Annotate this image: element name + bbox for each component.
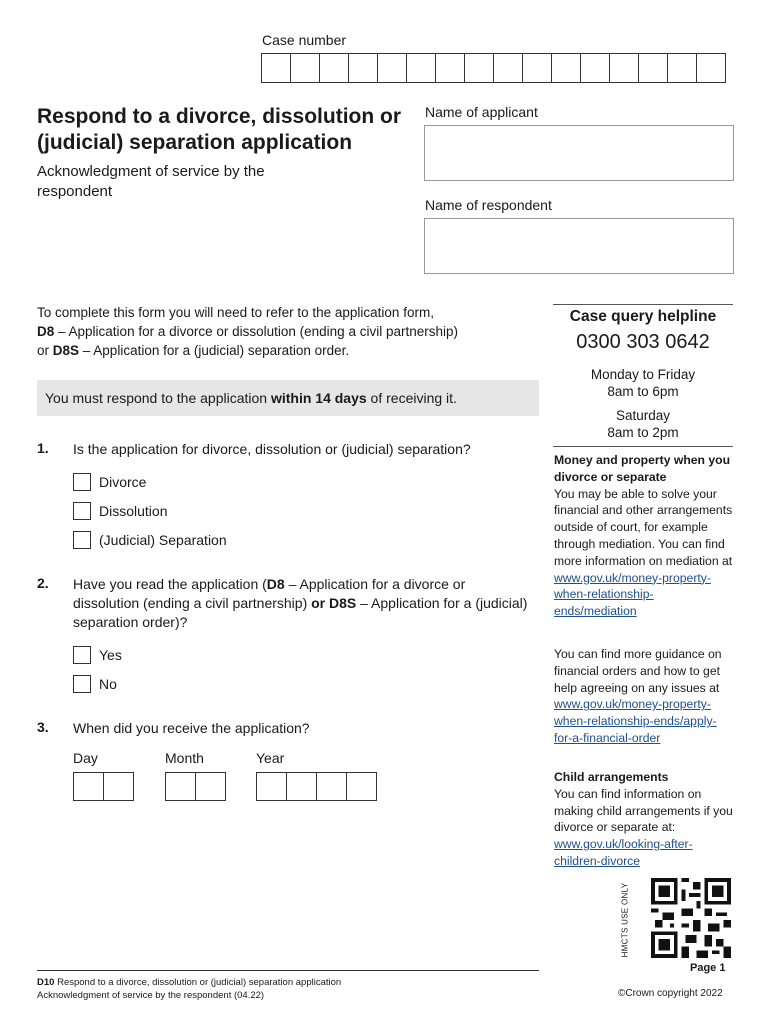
respondent-name-label: Name of respondent	[425, 197, 552, 213]
child-arrangements-heading: Child arrangements	[554, 770, 669, 784]
day-label: Day	[73, 750, 98, 766]
case-number-digit-box[interactable]	[465, 54, 494, 82]
helpline-title: Case query helpline	[569, 308, 717, 325]
weekday-label: Monday to Friday	[590, 367, 696, 382]
question-3-number: 3.	[37, 719, 49, 735]
separation-label: (Judicial) Separation	[99, 532, 227, 548]
q2-text-b: – Application for a divorce or dissolution (ending a civil partnership)	[73, 576, 466, 611]
case-number-label: Case number	[262, 32, 347, 48]
case-number-digit-box[interactable]	[552, 54, 581, 82]
case-number-digit-box[interactable]	[378, 54, 407, 82]
date-day-group	[73, 750, 134, 801]
case-number-digit-box[interactable]	[523, 54, 552, 82]
intro-d8-code: D8	[37, 324, 55, 339]
option-no[interactable]	[73, 675, 117, 693]
option-dissolution[interactable]	[73, 502, 167, 520]
child-arrangements-link[interactable]: www.gov.uk/looking-after-children-divorce	[554, 837, 693, 868]
question-2-number: 2.	[37, 575, 49, 591]
saturday-hours: 8am to 2pm	[607, 425, 679, 440]
case-number-digit-box[interactable]	[349, 54, 378, 82]
saturday-label: Saturday	[615, 408, 671, 423]
month-label: Month	[165, 750, 204, 766]
intro-or: or	[37, 343, 53, 358]
sidebar-mid-rule	[553, 446, 733, 447]
question-3-text: When did you receive the application?	[73, 720, 310, 736]
money-property-heading: Money and property when you divorce or separate	[554, 453, 731, 484]
case-number-digit-box[interactable]	[494, 54, 523, 82]
case-number-digit-box[interactable]	[262, 54, 291, 82]
financial-guidance-section	[554, 646, 734, 747]
qr-code-icon	[650, 878, 732, 958]
applicant-name-label: Name of applicant	[425, 104, 538, 120]
money-property-text: You may be able to solve your financial and other arrangements outside of court, for example through mediation. You can find more information on mediation at	[554, 486, 733, 568]
q2-code-d8s: or D8S	[311, 595, 357, 611]
form-subtitle: Acknowledgment of service by the respondent	[37, 163, 265, 200]
question-1-number: 1.	[37, 440, 49, 456]
dissolution-label: Dissolution	[99, 503, 168, 519]
hmcts-use-only-label	[613, 880, 637, 960]
applicant-name-field[interactable]	[424, 125, 734, 181]
notice-emphasis: within 14 days	[270, 390, 367, 406]
intro-text	[37, 303, 537, 360]
year-input[interactable]	[256, 772, 377, 801]
divorce-checkbox[interactable]	[73, 473, 91, 491]
yes-checkbox[interactable]	[73, 646, 91, 664]
dissolution-checkbox[interactable]	[73, 502, 91, 520]
form-title: Respond to a divorce, dissolution or (judicial) separation application	[37, 105, 402, 154]
money-property-section	[554, 452, 734, 620]
case-number-digit-box[interactable]	[610, 54, 639, 82]
intro-d8s-code: D8S	[52, 343, 80, 358]
case-number-digit-box[interactable]	[291, 54, 320, 82]
child-arrangements-text: You can find information on making child arrangements if you divorce or separate at:	[554, 786, 733, 835]
q2-code-d8: D8	[266, 576, 285, 592]
intro-line-1: To complete this form you will need to refer to the application form,	[37, 305, 434, 320]
case-number-digit-box[interactable]	[436, 54, 465, 82]
option-separation[interactable]	[73, 531, 227, 549]
no-checkbox[interactable]	[73, 675, 91, 693]
separation-checkbox[interactable]	[73, 531, 91, 549]
hmcts-label-text: HMCTS USE ONLY	[620, 882, 630, 958]
respondent-name-field[interactable]	[424, 218, 734, 274]
footer-text	[37, 977, 457, 1002]
date-month-group	[165, 750, 226, 801]
mediation-link[interactable]: www.gov.uk/money-property-when-relationship-ends/mediation	[554, 570, 711, 619]
case-number-digit-box[interactable]	[320, 54, 349, 82]
helpline-phone: 0300 303 0642	[576, 331, 710, 353]
no-label: No	[99, 676, 117, 692]
case-number-digit-box[interactable]	[407, 54, 436, 82]
question-1-text: Is the application for divorce, dissolution or (judicial) separation?	[73, 441, 471, 457]
notice-after: of receiving it.	[366, 390, 457, 406]
footer-rule	[37, 970, 539, 971]
financial-guidance-text: You can find more guidance on financial orders and how to get help agreeing on any issues at	[554, 647, 722, 695]
option-divorce[interactable]	[73, 473, 146, 491]
yes-label: Yes	[99, 647, 122, 663]
divorce-label: Divorce	[99, 474, 147, 490]
sidebar-top-rule	[553, 304, 733, 305]
month-input[interactable]	[165, 772, 226, 801]
intro-d8-text: – Application for a divorce or dissolution (ending a civil partnership)	[54, 324, 458, 339]
footer-line-2: Acknowledgment of service by the respondent (04.22)	[37, 989, 265, 1001]
copyright-notice: ©Crown copyright 2022	[618, 988, 723, 999]
date-year-group	[256, 750, 377, 801]
case-number-digit-box[interactable]	[668, 54, 697, 82]
year-label: Year	[256, 750, 285, 766]
question-2-text	[73, 575, 528, 632]
case-number-digit-box[interactable]	[581, 54, 610, 82]
q2-text-c: – Application for a (judicial) separation order)?	[73, 595, 528, 630]
financial-order-link[interactable]: www.gov.uk/money-property-when-relationship-ends/apply-for-a-financial-order	[554, 697, 717, 745]
case-number-digit-box[interactable]	[639, 54, 668, 82]
deadline-notice	[37, 380, 539, 416]
child-arrangements-section	[554, 769, 734, 870]
notice-before: You must respond to the application	[45, 390, 271, 406]
footer-line-1: Respond to a divorce, dissolution or (judicial) separation application	[54, 977, 342, 988]
page-number: Page 1	[690, 962, 726, 974]
intro-d8s-text: – Application for a (judicial) separation order.	[79, 343, 350, 358]
day-input[interactable]	[73, 772, 134, 801]
case-number-digit-box[interactable]	[697, 54, 725, 82]
case-number-boxes[interactable]	[261, 53, 726, 83]
q2-text-a: Have you read the application (	[73, 576, 267, 592]
weekday-hours: 8am to 6pm	[607, 384, 679, 399]
option-yes[interactable]	[73, 646, 122, 664]
footer-form-code: D10	[37, 977, 55, 988]
